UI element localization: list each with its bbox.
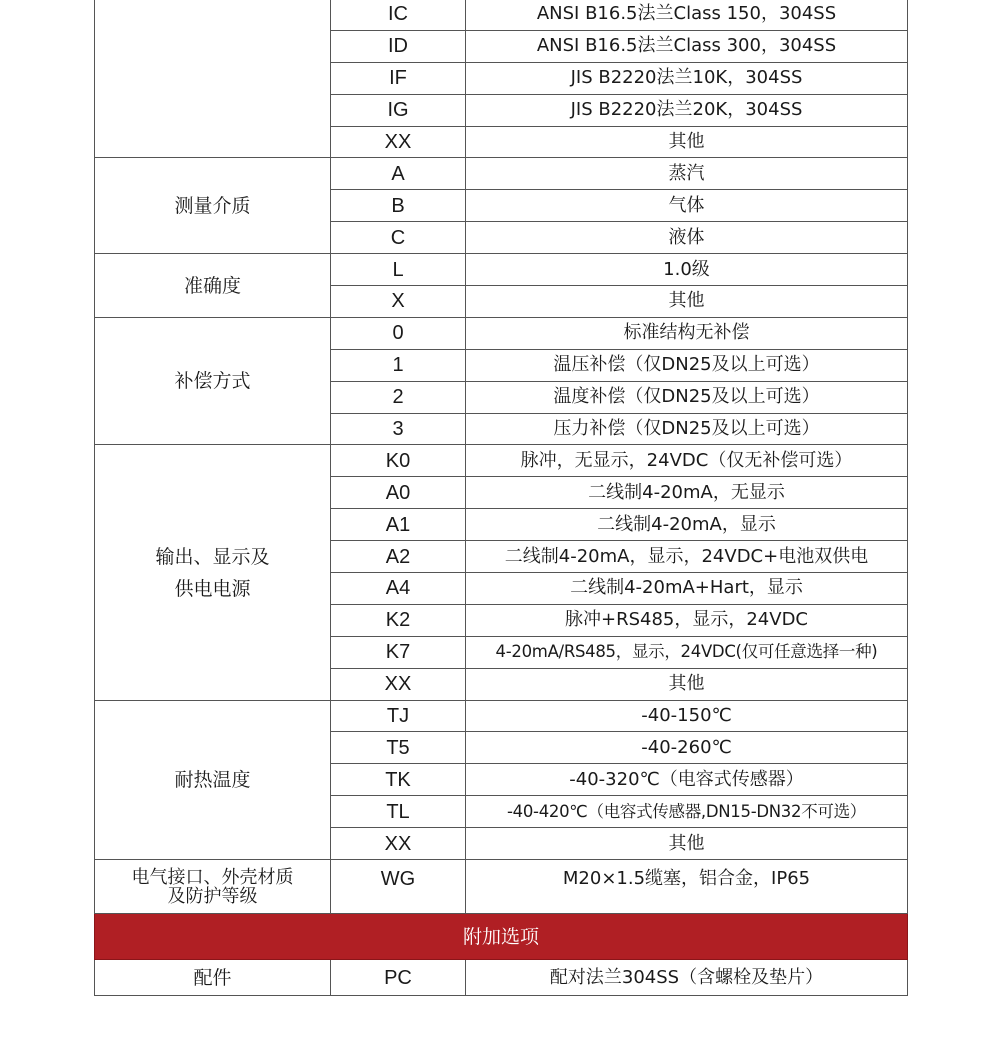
code-cell: IG	[331, 94, 466, 126]
code-cell: TJ	[331, 700, 466, 732]
code-cell: 1	[331, 349, 466, 381]
code-cell: A2	[331, 541, 466, 573]
desc-cell: 温度补偿（仅DN25及以上可选）	[466, 381, 908, 413]
desc-cell: JIS B2220法兰10K，304SS	[466, 62, 908, 94]
code-cell: T5	[331, 732, 466, 764]
desc-cell: 其他	[466, 828, 908, 860]
category-cell-accessory: 配件	[95, 960, 331, 996]
desc-cell: ANSI B16.5法兰Class 150，304SS	[466, 0, 908, 30]
code-cell: A4	[331, 573, 466, 605]
table-row	[95, 158, 908, 190]
table-row	[95, 0, 908, 30]
category-cell-accuracy: 准确度	[95, 254, 331, 318]
table-row	[95, 860, 908, 914]
desc-cell: 温压补偿（仅DN25及以上可选）	[466, 349, 908, 381]
code-cell: IF	[331, 62, 466, 94]
code-cell: A0	[331, 477, 466, 509]
desc-cell: 其他	[466, 286, 908, 318]
desc-cell: 压力补偿（仅DN25及以上可选）	[466, 413, 908, 445]
desc-cell: 液体	[466, 222, 908, 254]
code-cell: XX	[331, 668, 466, 700]
category-label-line: 电气接口、外壳材质	[131, 866, 294, 888]
category-label-line: 供电电源	[174, 577, 251, 600]
desc-cell: 其他	[466, 668, 908, 700]
desc-cell: -40-150℃	[466, 700, 908, 732]
section-title: 附加选项	[95, 914, 908, 960]
code-cell: A1	[331, 509, 466, 541]
code-cell: WG	[331, 860, 466, 914]
desc-cell: 脉冲+RS485，显示，24VDC	[466, 604, 908, 636]
code-cell: L	[331, 254, 466, 286]
spec-table	[94, 0, 908, 996]
code-cell: A	[331, 158, 466, 190]
code-cell: K2	[331, 604, 466, 636]
category-label-line: 输出、显示及	[155, 545, 270, 568]
code-cell: XX	[331, 828, 466, 860]
category-cell-compensation: 补偿方式	[95, 317, 331, 445]
desc-cell: 配对法兰304SS（含螺栓及垫片）	[466, 960, 908, 996]
desc-cell: JIS B2220法兰20K，304SS	[466, 94, 908, 126]
category-cell-electrical	[95, 860, 331, 914]
category-cell-flange	[95, 0, 331, 158]
code-cell: X	[331, 286, 466, 318]
category-cell-output	[95, 445, 331, 700]
desc-cell: 蒸汽	[466, 158, 908, 190]
desc-cell: 二线制4-20mA，显示，24VDC+电池双供电	[466, 541, 908, 573]
desc-cell: -40-260℃	[466, 732, 908, 764]
category-cell-heat: 耐热温度	[95, 700, 331, 859]
code-cell: K0	[331, 445, 466, 477]
desc-cell: 二线制4-20mA，显示	[466, 509, 908, 541]
desc-cell: 脉冲，无显示，24VDC（仅无补偿可选）	[466, 445, 908, 477]
code-cell: C	[331, 222, 466, 254]
code-cell: TL	[331, 796, 466, 828]
code-cell: 2	[331, 381, 466, 413]
code-cell: PC	[331, 960, 466, 996]
code-cell: ID	[331, 30, 466, 62]
desc-cell: 1.0级	[466, 254, 908, 286]
code-cell: IC	[331, 0, 466, 30]
desc-cell: M20×1.5缆塞，铝合金，IP65	[466, 860, 908, 914]
desc-cell: 二线制4-20mA+Hart，显示	[466, 573, 908, 605]
code-cell: 0	[331, 317, 466, 349]
desc-cell: ANSI B16.5法兰Class 300，304SS	[466, 30, 908, 62]
desc-cell: 4-20mA/RS485，显示，24VDC(仅可任意选择一种)	[466, 636, 908, 668]
desc-cell: 二线制4-20mA，无显示	[466, 477, 908, 509]
category-cell-medium: 测量介质	[95, 158, 331, 254]
section-header-row	[95, 914, 908, 960]
desc-cell: 气体	[466, 190, 908, 222]
table-row	[95, 445, 908, 477]
desc-cell: 其他	[466, 126, 908, 158]
desc-cell: -40-320℃（电容式传感器）	[466, 764, 908, 796]
code-cell: 3	[331, 413, 466, 445]
code-cell: XX	[331, 126, 466, 158]
table-row	[95, 254, 908, 286]
table-row	[95, 317, 908, 349]
code-cell: B	[331, 190, 466, 222]
desc-cell: -40-420℃（电容式传感器,DN15-DN32不可选）	[466, 796, 908, 828]
table-row	[95, 960, 908, 996]
code-cell: K7	[331, 636, 466, 668]
category-label-line: 及防护等级	[167, 885, 258, 907]
code-cell: TK	[331, 764, 466, 796]
table-row	[95, 700, 908, 732]
desc-cell: 标准结构无补偿	[466, 317, 908, 349]
